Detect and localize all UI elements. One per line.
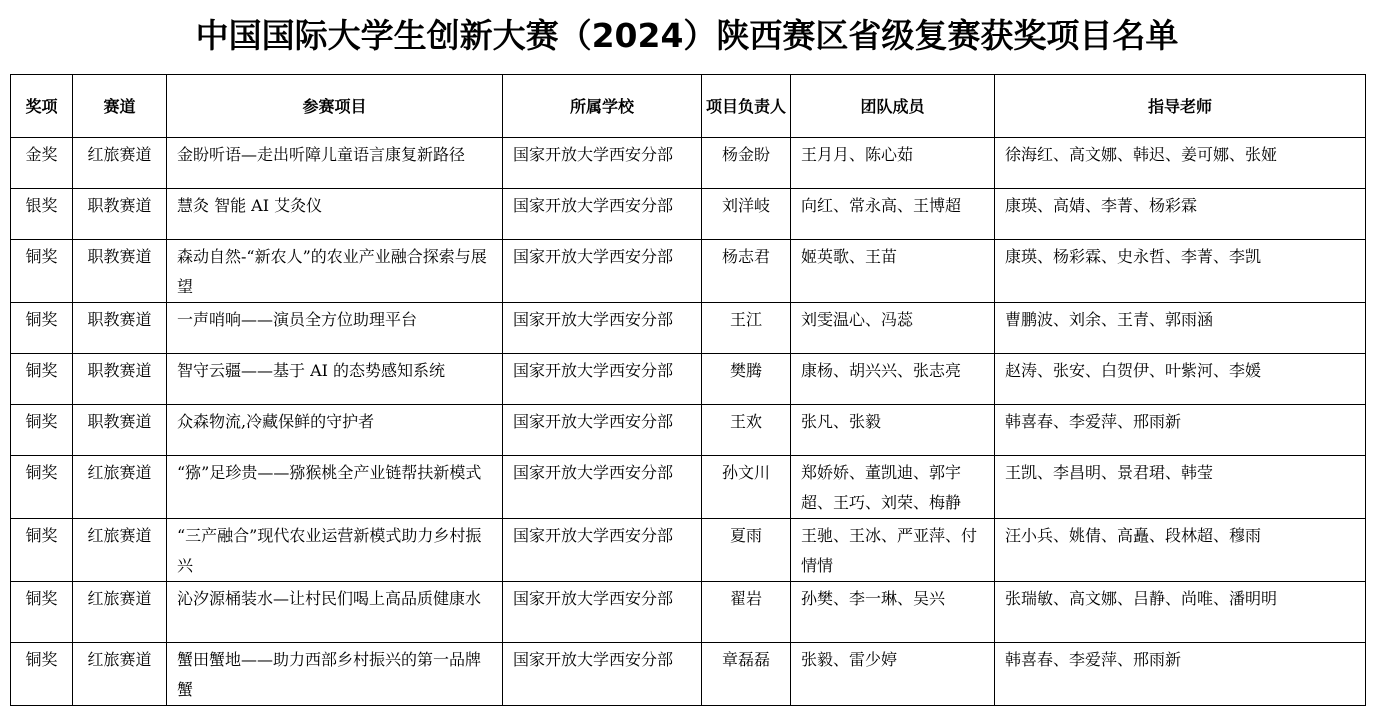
leader-cell: 王欢: [702, 405, 791, 456]
team-cell: 郑娇娇、董凯迪、郭宇超、王巧、刘荣、梅静: [791, 456, 995, 519]
award-cell: 铜奖: [11, 405, 73, 456]
school-cell: 国家开放大学西安分部: [503, 303, 702, 354]
advisors-cell: 王凯、李昌明、景君珺、韩莹: [995, 456, 1366, 519]
table-row: [11, 456, 1366, 519]
advisors-cell: 韩喜春、李爱萍、邢雨新: [995, 643, 1366, 706]
awards-table: [10, 74, 1366, 706]
track-cell: 职教赛道: [73, 303, 167, 354]
project-cell: 一声哨响——演员全方位助理平台: [167, 303, 503, 354]
leader-cell: 杨金盼: [702, 138, 791, 189]
award-cell: 铜奖: [11, 456, 73, 519]
advisors-cell: 韩喜春、李爱萍、邢雨新: [995, 405, 1366, 456]
column-header-team: 团队成员: [791, 75, 995, 138]
column-header-school: 所属学校: [503, 75, 702, 138]
advisors-cell: 曹鹏波、刘余、王青、郭雨涵: [995, 303, 1366, 354]
table-row: [11, 354, 1366, 405]
table-row: [11, 138, 1366, 189]
school-cell: 国家开放大学西安分部: [503, 189, 702, 240]
track-cell: 红旅赛道: [73, 643, 167, 706]
table-row: [11, 240, 1366, 303]
project-cell: 蟹田蟹地——助力西部乡村振兴的第一品牌蟹: [167, 643, 503, 706]
leader-cell: 翟岩: [702, 582, 791, 643]
track-cell: 红旅赛道: [73, 138, 167, 189]
project-cell: 沁汐源桶装水—让村民们喝上高品质健康水: [167, 582, 503, 643]
project-cell: 慧灸 智能 AI 艾灸仪: [167, 189, 503, 240]
award-cell: 铜奖: [11, 519, 73, 582]
track-cell: 红旅赛道: [73, 456, 167, 519]
leader-cell: 杨志君: [702, 240, 791, 303]
track-cell: 红旅赛道: [73, 582, 167, 643]
column-header-leader: 项目负责人: [702, 75, 791, 138]
table-row: [11, 519, 1366, 582]
award-cell: 铜奖: [11, 240, 73, 303]
advisors-cell: 康瑛、杨彩霖、史永哲、李菁、李凯: [995, 240, 1366, 303]
column-header-track: 赛道: [73, 75, 167, 138]
school-cell: 国家开放大学西安分部: [503, 582, 702, 643]
project-cell: 森动自然-“新农人”的农业产业融合探索与展望: [167, 240, 503, 303]
leader-cell: 孙文川: [702, 456, 791, 519]
team-cell: 孙樊、李一琳、吴兴: [791, 582, 995, 643]
school-cell: 国家开放大学西安分部: [503, 405, 702, 456]
page-title: 中国国际大学生创新大赛（2024）陕西赛区省级复赛获奖项目名单: [195, 16, 1179, 55]
team-cell: 张毅、雷少婷: [791, 643, 995, 706]
award-cell: 铜奖: [11, 303, 73, 354]
team-cell: 王驰、王冰、严亚萍、付情情: [791, 519, 995, 582]
leader-cell: 樊腾: [702, 354, 791, 405]
team-cell: 刘雯温心、冯蕊: [791, 303, 995, 354]
school-cell: 国家开放大学西安分部: [503, 240, 702, 303]
project-cell: “猕”足珍贵——猕猴桃全产业链帮扶新模式: [167, 456, 503, 519]
leader-cell: 章磊磊: [702, 643, 791, 706]
column-header-award: 奖项: [11, 75, 73, 138]
advisors-cell: 赵涛、张安、白贺伊、叶紫河、李媛: [995, 354, 1366, 405]
team-cell: 姬英歌、王苗: [791, 240, 995, 303]
leader-cell: 王江: [702, 303, 791, 354]
award-cell: 银奖: [11, 189, 73, 240]
table-row: [11, 189, 1366, 240]
track-cell: 职教赛道: [73, 354, 167, 405]
award-cell: 金奖: [11, 138, 73, 189]
award-cell: 铜奖: [11, 643, 73, 706]
column-header-advisors: 指导老师: [995, 75, 1366, 138]
project-cell: 众森物流,冷藏保鲜的守护者: [167, 405, 503, 456]
track-cell: 职教赛道: [73, 240, 167, 303]
school-cell: 国家开放大学西安分部: [503, 138, 702, 189]
table-header-row: [11, 75, 1366, 138]
school-cell: 国家开放大学西安分部: [503, 456, 702, 519]
advisors-cell: 康瑛、高婧、李菁、杨彩霖: [995, 189, 1366, 240]
school-cell: 国家开放大学西安分部: [503, 643, 702, 706]
award-cell: 铜奖: [11, 582, 73, 643]
track-cell: 职教赛道: [73, 189, 167, 240]
table-row: [11, 643, 1366, 706]
table-row: [11, 303, 1366, 354]
team-cell: 王月月、陈心茹: [791, 138, 995, 189]
award-cell: 铜奖: [11, 354, 73, 405]
leader-cell: 刘洋岐: [702, 189, 791, 240]
column-header-project: 参赛项目: [167, 75, 503, 138]
team-cell: 向红、常永高、王博超: [791, 189, 995, 240]
team-cell: 康杨、胡兴兴、张志亮: [791, 354, 995, 405]
school-cell: 国家开放大学西安分部: [503, 354, 702, 405]
track-cell: 红旅赛道: [73, 519, 167, 582]
advisors-cell: 徐海红、高文娜、韩迟、姜可娜、张娅: [995, 138, 1366, 189]
project-cell: 金盼听语—走出听障儿童语言康复新路径: [167, 138, 503, 189]
table-row: [11, 582, 1366, 643]
project-cell: “三产融合”现代农业运营新模式助力乡村振兴: [167, 519, 503, 582]
project-cell: 智守云疆——基于 AI 的态势感知系统: [167, 354, 503, 405]
advisors-cell: 张瑞敏、高文娜、吕静、尚唯、潘明明: [995, 582, 1366, 643]
table-row: [11, 405, 1366, 456]
team-cell: 张凡、张毅: [791, 405, 995, 456]
leader-cell: 夏雨: [702, 519, 791, 582]
track-cell: 职教赛道: [73, 405, 167, 456]
advisors-cell: 汪小兵、姚倩、高矗、段林超、穆雨: [995, 519, 1366, 582]
school-cell: 国家开放大学西安分部: [503, 519, 702, 582]
